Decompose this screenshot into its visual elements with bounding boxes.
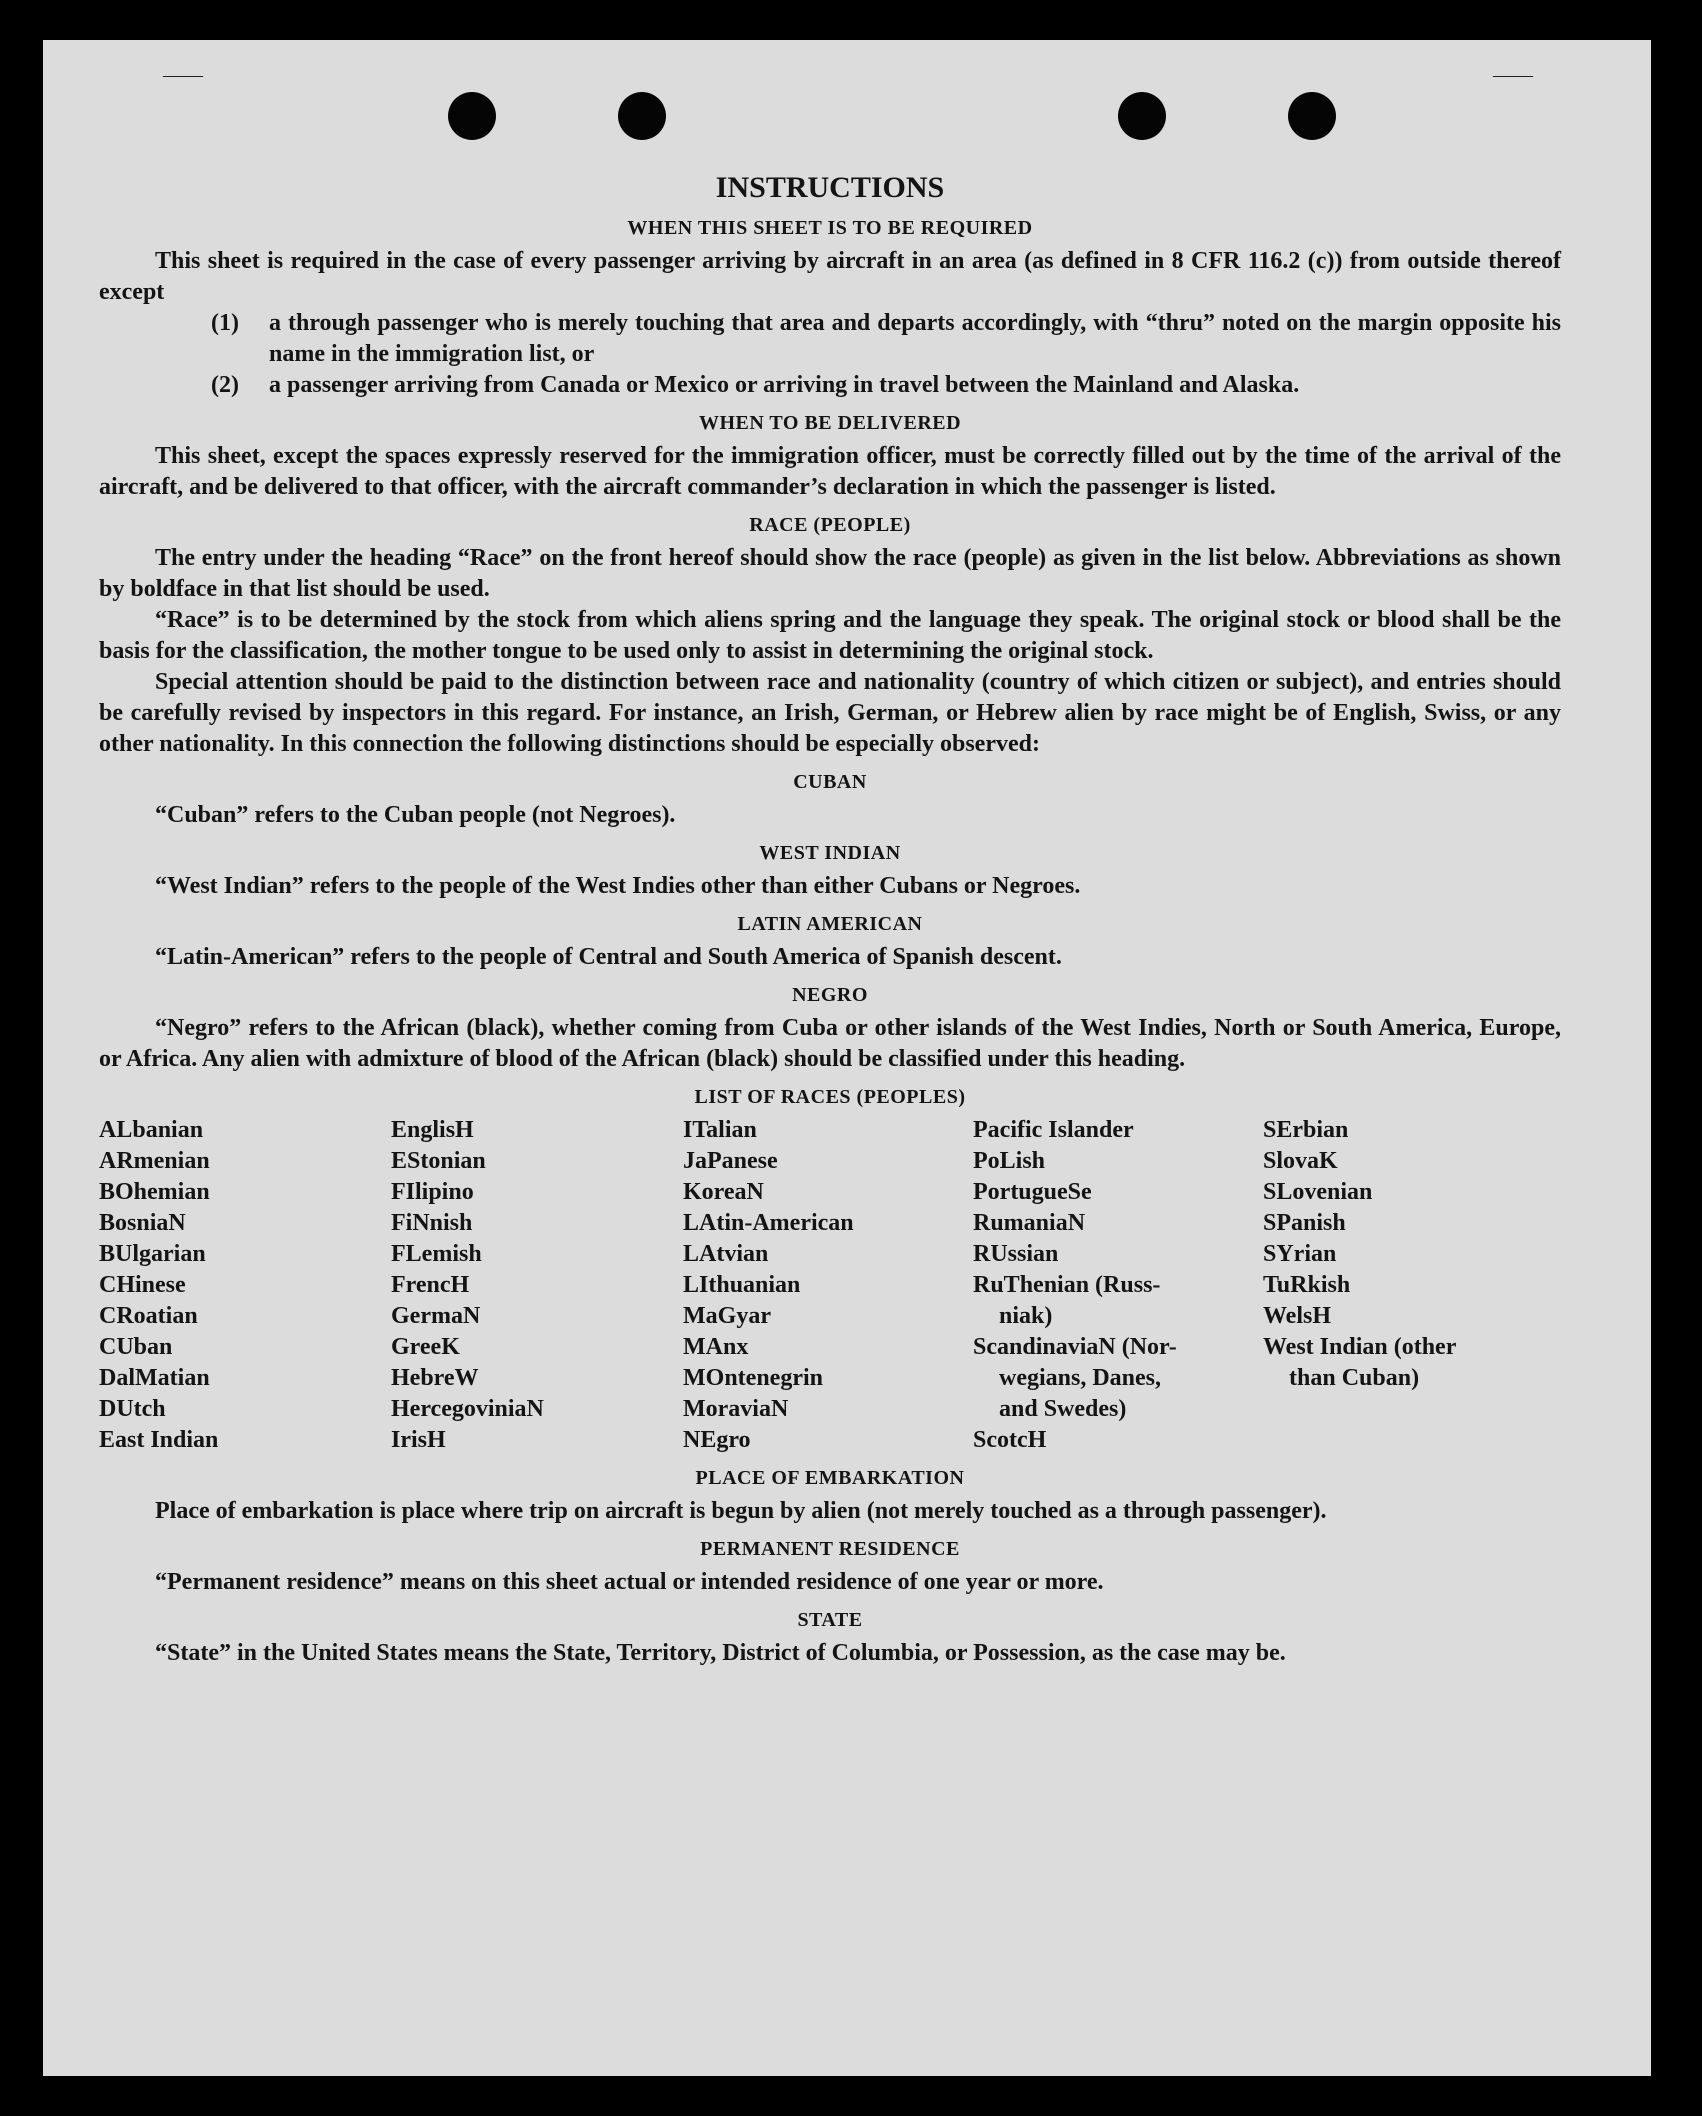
race-entry: SPanish	[1263, 1210, 1346, 1236]
race-entry: HercegoviniaN	[391, 1396, 544, 1422]
residence-text: “Permanent residence” means on this sheet actual or intended residence of one year or more.	[155, 1569, 1104, 1595]
west-indian-text: “West Indian” refers to the people of the West Indies other than either Cubans or Negroes.	[155, 873, 1081, 899]
race-entry: GreeK	[391, 1334, 460, 1360]
race-entry: WelsH	[1263, 1303, 1332, 1329]
race-entry: East Indian	[99, 1427, 219, 1453]
section-heading-latin-american: LATIN AMERICAN	[737, 913, 923, 935]
race-entry: ARmenian	[99, 1148, 210, 1174]
race-entry-continued: than Cuban)	[1289, 1365, 1420, 1391]
section-heading-when-delivered: WHEN TO BE DELIVERED	[698, 412, 962, 434]
race-entry: DUtch	[99, 1396, 166, 1422]
race-entry: EnglisH	[391, 1117, 474, 1143]
item-text: a through passenger who is merely touching that area and departs accordingly, with “thru” noted on the margin opposite his name in the immigration list, or	[269, 310, 1561, 367]
section-heading-when-required: WHEN THIS SHEET IS TO BE REQUIRED	[627, 217, 1033, 239]
item-number: (1)	[211, 310, 239, 336]
embarkation-text: Place of embarkation is place where trip on aircraft is begun by alien (not merely touched as a through passenger).	[155, 1498, 1327, 1524]
page-title: INSTRUCTIONS	[715, 171, 945, 204]
race-entry: NEgro	[683, 1427, 751, 1453]
section-heading-race: RACE (PEOPLE)	[749, 514, 911, 536]
races-list	[99, 1115, 1561, 1456]
race-entry: KoreaN	[683, 1179, 764, 1205]
punch-hole	[1118, 92, 1166, 140]
race-entry: HebreW	[391, 1365, 479, 1391]
latin-american-text: “Latin-American” refers to the people of Central and South America of Spanish descent.	[155, 944, 1062, 970]
race-paragraph-2: “Race” is to be determined by the stock from which aliens spring and the language they speak. The original stock or blood shall be the basis for the classification, the mother tongue to be used only to assist in determining the original stock.	[99, 607, 1561, 664]
race-entry: CHinese	[99, 1272, 186, 1298]
exception-item	[211, 308, 1561, 370]
race-entry: GermaN	[391, 1303, 481, 1329]
race-entry: SlovaK	[1263, 1148, 1338, 1174]
race-entry: FIlipino	[391, 1179, 474, 1205]
race-entry: ITalian	[683, 1117, 757, 1143]
race-entry: West Indian (other	[1263, 1334, 1457, 1360]
race-paragraph-3: Special attention should be paid to the distinction between race and nationality (country of which citizen or subject), and entries should be carefully revised by inspectors in this regard. For instance, an Irish, German, or Hebrew alien by race might be of English, Swiss, or any other nationality. In this connection the following distinctions should be especially observed:	[99, 669, 1561, 757]
section-heading-list-of-races: LIST OF RACES (PEOPLES)	[694, 1086, 966, 1108]
races-column	[1263, 1115, 1561, 1456]
race-entry: ScotcH	[973, 1427, 1047, 1453]
race-entry: FLemish	[391, 1241, 482, 1267]
section-heading-cuban: CUBAN	[793, 771, 867, 793]
race-entry: MoraviaN	[683, 1396, 789, 1422]
race-entry: IrisH	[391, 1427, 446, 1453]
instructions-content	[99, 170, 1561, 1669]
race-entry: BUlgarian	[99, 1241, 206, 1267]
race-entry-continued: and Swedes)	[999, 1396, 1127, 1422]
item-number: (2)	[211, 372, 239, 398]
races-column	[99, 1115, 391, 1456]
race-entry: MOntenegrin	[683, 1365, 823, 1391]
margin-mark: ——	[163, 64, 203, 86]
section-heading-embarkation: PLACE OF EMBARKATION	[695, 1467, 965, 1489]
race-entry: MAnx	[683, 1334, 749, 1360]
race-entry: CRoatian	[99, 1303, 198, 1329]
exception-item	[211, 370, 1561, 401]
punch-hole	[1288, 92, 1336, 140]
race-entry: BOhemian	[99, 1179, 210, 1205]
race-entry: LAtvian	[683, 1241, 769, 1267]
race-entry: RUssian	[973, 1241, 1059, 1267]
negro-text: “Negro” refers to the African (black), whether coming from Cuba or other islands of the West Indies, North or South America, Europe, or Africa. Any alien with admixture of blood of the African (black) should be classified under this heading.	[99, 1015, 1561, 1072]
race-entry: CUban	[99, 1334, 173, 1360]
race-entry: SLovenian	[1263, 1179, 1373, 1205]
race-entry: BosniaN	[99, 1210, 186, 1236]
when-delivered-text: This sheet, except the spaces expressly reserved for the immigration officer, must be correctly filled out by the time of the arrival of the aircraft, and be delivered to that officer, with the aircraft commander’s declaration in which the passenger is listed.	[99, 443, 1561, 500]
section-heading-west-indian: WEST INDIAN	[759, 842, 901, 864]
state-text: “State” in the United States means the State, Territory, District of Columbia, or Possession, as the case may be.	[155, 1640, 1286, 1666]
race-entry: LIthuanian	[683, 1272, 801, 1298]
race-entry: DalMatian	[99, 1365, 210, 1391]
punch-hole	[618, 92, 666, 140]
when-required-text: This sheet is required in the case of every passenger arriving by aircraft in an area (as defined in 8 CFR 116.2 (c)) from outside thereof except	[99, 248, 1561, 305]
race-entry: JaPanese	[683, 1148, 778, 1174]
race-entry-continued: niak)	[999, 1303, 1053, 1329]
race-entry: RumaniaN	[973, 1210, 1086, 1236]
race-entry: TuRkish	[1263, 1272, 1351, 1298]
races-column	[973, 1115, 1263, 1456]
race-entry-continued: wegians, Danes,	[999, 1365, 1162, 1391]
margin-mark: ——	[1493, 64, 1533, 86]
race-entry: FiNnish	[391, 1210, 473, 1236]
section-heading-state: STATE	[797, 1609, 863, 1631]
race-entry: ALbanian	[99, 1117, 204, 1143]
section-heading-negro: NEGRO	[792, 984, 868, 1006]
punch-hole	[448, 92, 496, 140]
race-entry: PortugueSe	[973, 1179, 1092, 1205]
race-entry: Pacific Islander	[973, 1117, 1134, 1143]
document-sheet	[43, 40, 1651, 2076]
race-entry: SYrian	[1263, 1241, 1337, 1267]
item-text: a passenger arriving from Canada or Mexico or arriving in travel between the Mainland and Alaska.	[269, 372, 1300, 398]
race-paragraph-1: The entry under the heading “Race” on the front hereof should show the race (people) as given in the list below. Abbreviations as shown by boldface in that list should be used.	[99, 545, 1561, 602]
race-entry: FrencH	[391, 1272, 470, 1298]
race-entry: LAtin-American	[683, 1210, 854, 1236]
race-entry: MaGyar	[683, 1303, 771, 1329]
races-column	[683, 1115, 973, 1456]
race-entry: EStonian	[391, 1148, 486, 1174]
race-entry: SErbian	[1263, 1117, 1349, 1143]
race-entry: ScandinaviaN (Nor-	[973, 1334, 1177, 1360]
cuban-text: “Cuban” refers to the Cuban people (not Negroes).	[155, 802, 676, 828]
section-heading-residence: PERMANENT RESIDENCE	[700, 1538, 960, 1560]
races-column	[391, 1115, 683, 1456]
race-entry: PoLish	[973, 1148, 1046, 1174]
race-entry: RuThenian (Russ-	[973, 1272, 1161, 1298]
